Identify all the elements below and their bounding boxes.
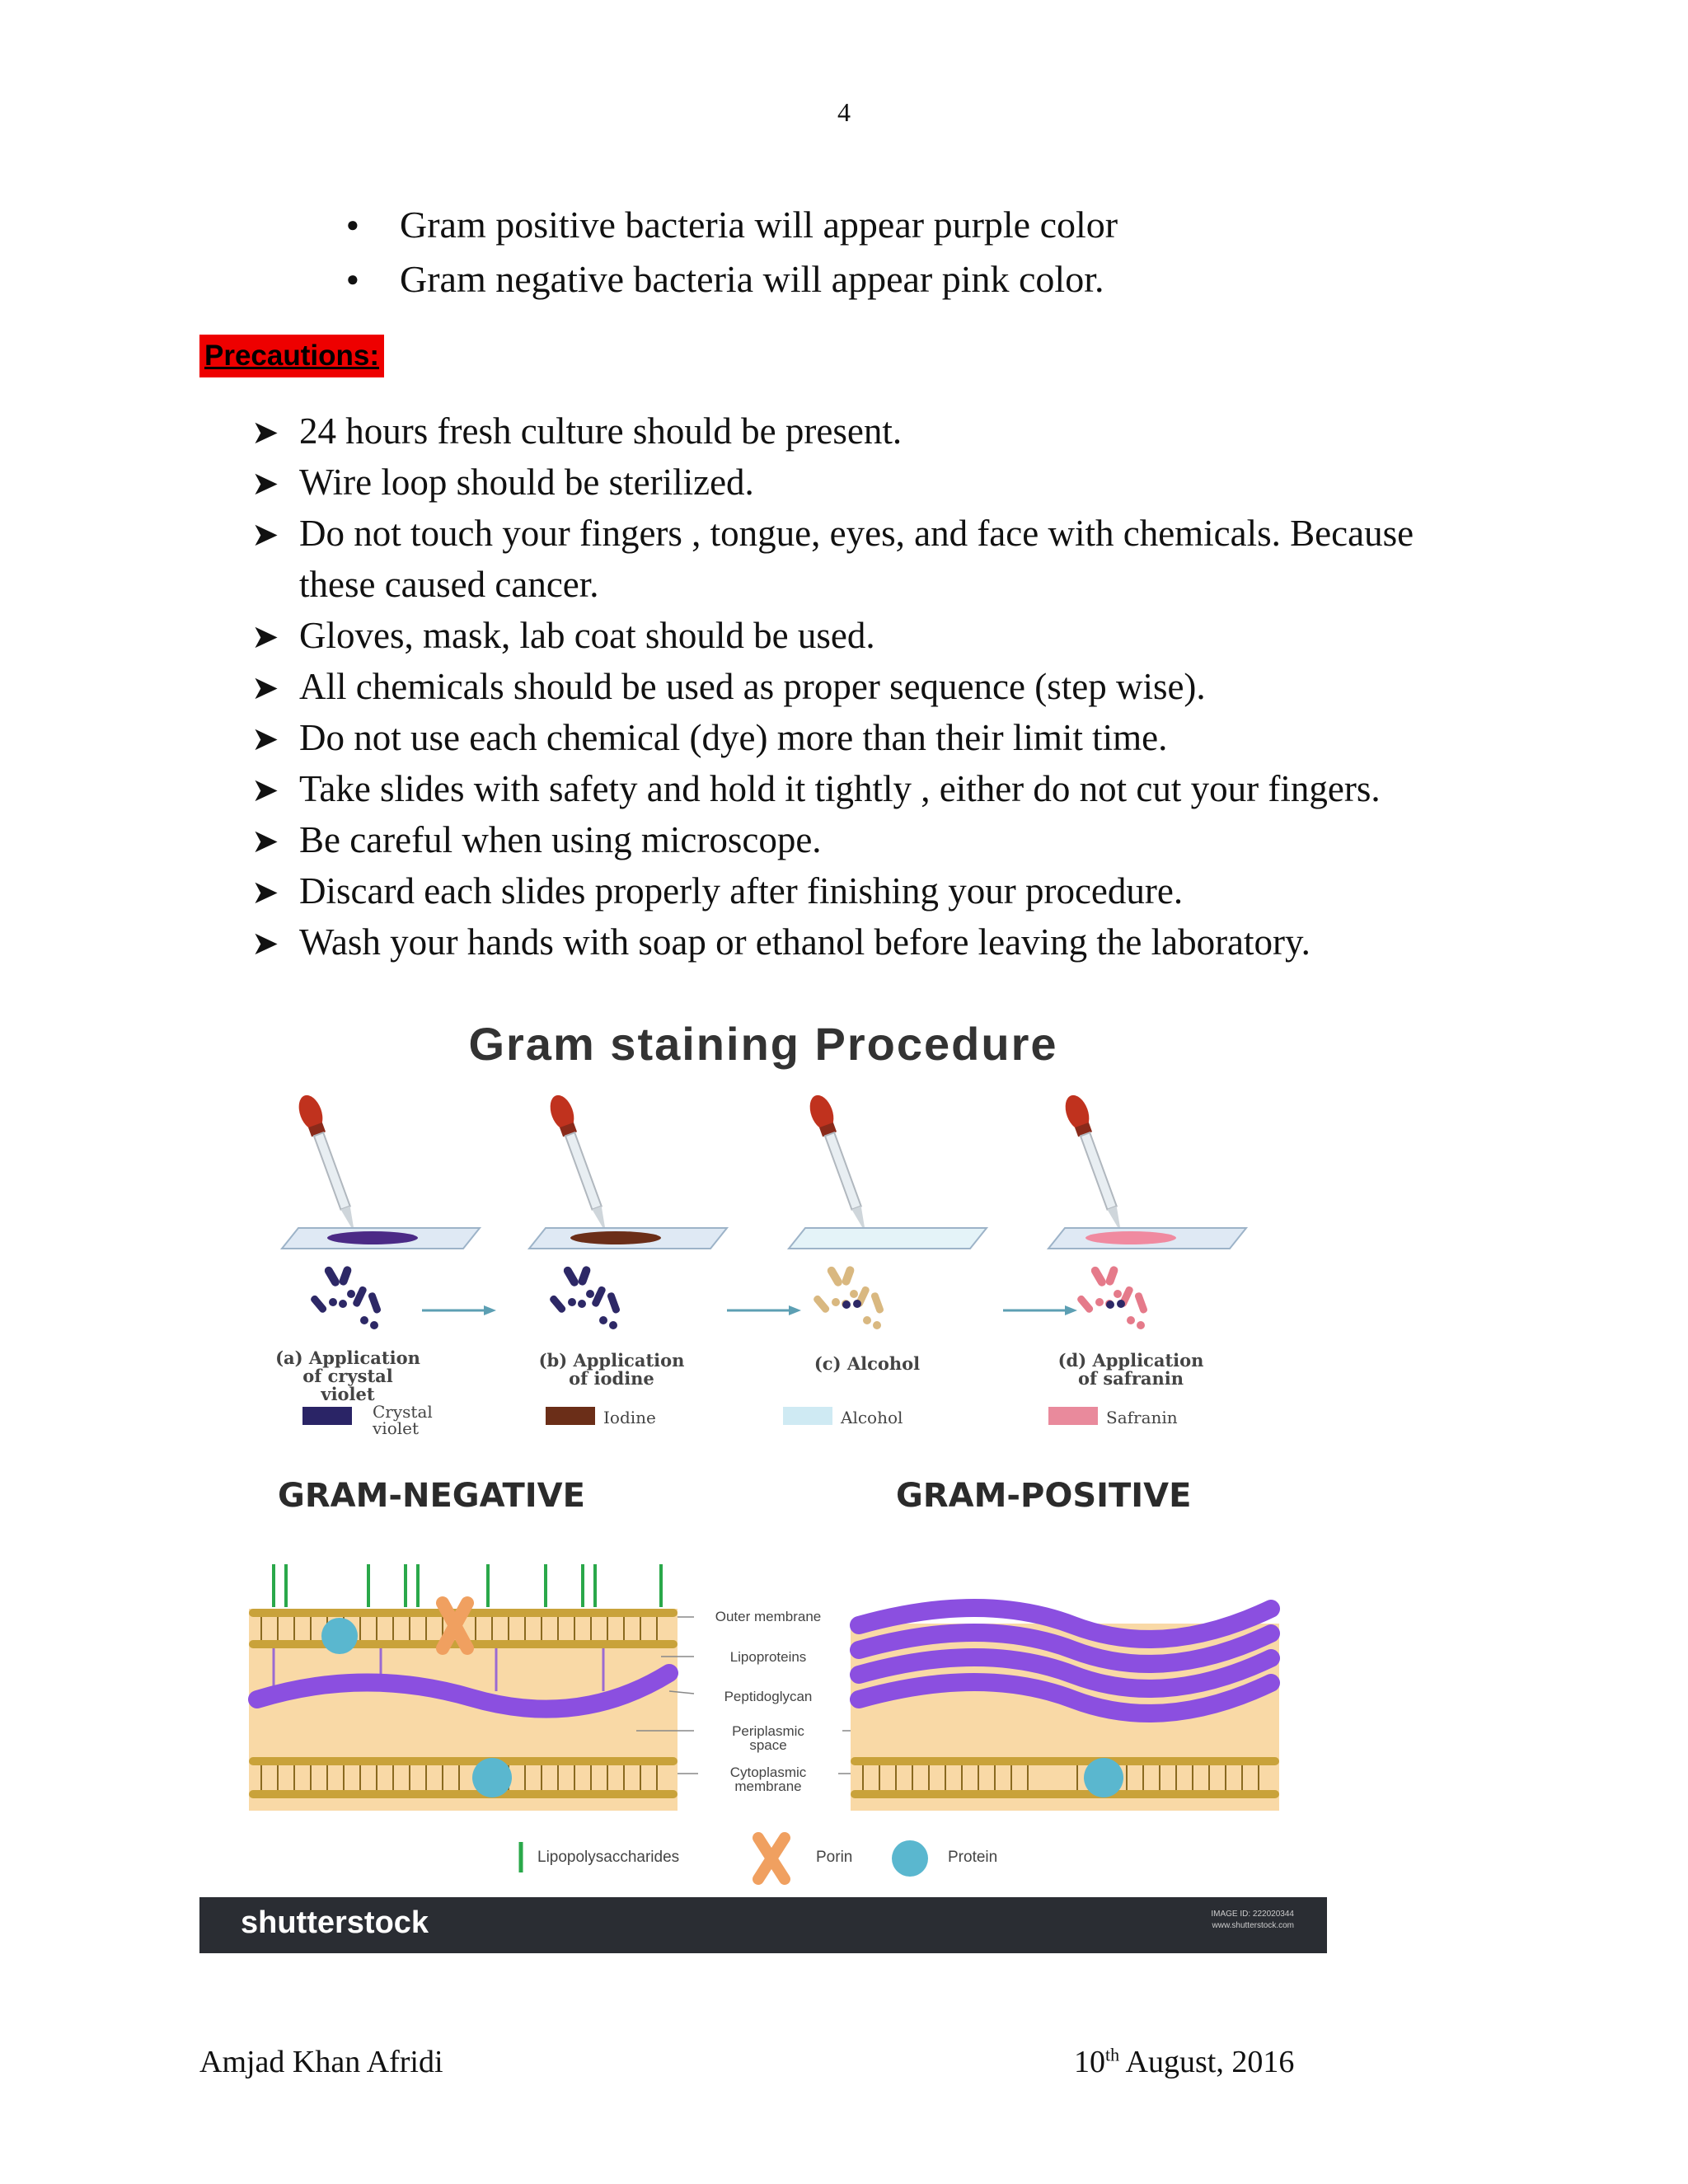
cytoplasmic-membrane-label: Cytoplasmic membrane — [729, 1765, 807, 1794]
legend-crystal-violet: Crystal violet — [373, 1402, 433, 1438]
figure-illustration — [199, 997, 1327, 1897]
arrow-bullet-icon: ➤ — [251, 618, 279, 655]
precaution-text: All chemicals should be used as proper sequence (step wise). — [299, 666, 1206, 707]
list-item — [251, 661, 1488, 712]
gram-negative-heading: GRAM-NEGATIVE — [278, 1477, 585, 1515]
lipoproteins-label: Lipoproteins — [729, 1649, 807, 1665]
watermark-bar — [199, 1897, 1327, 1953]
step-safranin — [1048, 1092, 1246, 1329]
arrow-bullet-icon: ➤ — [251, 516, 279, 553]
list-item: ● Gram positive bacteria will appear purple color — [346, 198, 1118, 252]
legend-safranin: Safranin — [1106, 1408, 1178, 1427]
arrow-bullet-icon: ➤ — [251, 669, 279, 706]
precaution-text: Do not use each chemical (dye) more than their limit time. — [299, 717, 1168, 758]
step-a-label: (a) Application of crystal violet — [275, 1347, 420, 1404]
step-c-label: (c) Alcohol — [814, 1353, 921, 1374]
porin-legend-label: Porin — [816, 1849, 853, 1866]
step-d-label: (d) Application of safranin — [1057, 1350, 1204, 1389]
list-item — [251, 405, 1488, 457]
list-item — [251, 865, 1488, 916]
step-crystal-violet — [282, 1092, 496, 1329]
peptidoglycan-label: Peptidoglycan — [724, 1689, 813, 1704]
precaution-text: Be careful when using microscope. — [299, 819, 822, 860]
image-id: IMAGE ID: 222020344 www.shutterstock.com — [1211, 1910, 1294, 1930]
step-b-label: (b) Application of iodine — [538, 1350, 685, 1389]
precautions-list — [251, 405, 1488, 968]
arrow-bullet-icon: ➤ — [251, 771, 279, 808]
list-item — [251, 814, 1488, 865]
figure-title: Gram staining Procedure — [468, 1018, 1058, 1070]
protein-icon — [892, 1840, 928, 1877]
gram-negative-membrane — [249, 1564, 678, 1811]
page-number: 4 — [837, 97, 851, 127]
precaution-text: Discard each slides properly after finishing your procedure. — [299, 870, 1184, 912]
swatch-iodine — [546, 1407, 595, 1425]
gram-positive-membrane — [851, 1608, 1279, 1811]
precaution-text: Gloves, mask, lab coat should be used. — [299, 615, 875, 656]
legend-alcohol: Alcohol — [841, 1408, 903, 1427]
swatch-crystal-violet — [302, 1407, 352, 1425]
arrow-bullet-icon: ➤ — [251, 465, 279, 502]
list-item — [251, 457, 1488, 508]
list-item — [251, 610, 1488, 661]
precaution-text: Wire loop should be sterilized. — [299, 462, 754, 503]
precautions-heading: Precautions: — [199, 335, 384, 377]
precaution-text: 24 hours fresh culture should be present. — [299, 410, 903, 452]
list-item: ● Gram negative bacteria will appear pink color. — [346, 252, 1118, 307]
arrow-bullet-icon: ➤ — [251, 720, 279, 757]
gram-positive-heading: GRAM-POSITIVE — [896, 1477, 1192, 1515]
step-alcohol — [789, 1092, 1077, 1329]
brand-logo: shutterstock — [241, 1905, 429, 1940]
arrow-bullet-icon: ➤ — [251, 823, 279, 860]
protein-legend-label: Protein — [948, 1849, 998, 1866]
legend-iodine: Iodine — [603, 1408, 656, 1427]
swatch-safranin — [1048, 1407, 1098, 1425]
periplasmic-space-label: Periplasmic space — [732, 1723, 804, 1753]
footer-date: 10th August, 2016 — [1074, 2044, 1295, 2079]
list-item — [251, 508, 1488, 610]
list-item — [251, 916, 1488, 968]
list-item — [251, 712, 1488, 763]
precaution-text: Wash your hands with soap or ethanol before leaving the laboratory. — [299, 921, 1311, 963]
porin-icon — [758, 1838, 785, 1879]
results-list — [346, 198, 1118, 307]
swatch-alcohol — [783, 1407, 832, 1425]
arrow-bullet-icon: ➤ — [251, 925, 279, 962]
lps-legend-label: Lipopolysaccharides — [537, 1849, 680, 1866]
list-item — [251, 763, 1488, 814]
outer-membrane-label: Outer membrane — [715, 1609, 822, 1624]
footer-author: Amjad Khan Afridi — [199, 2045, 443, 2079]
step-iodine — [529, 1092, 801, 1329]
gram-staining-figure — [199, 997, 1327, 1953]
precaution-text: Take slides with safety and hold it tightly , either do not cut your fingers. — [299, 768, 1381, 809]
precaution-text: Do not touch your fingers , tongue, eyes, and face with chemicals. Because these caused cancer. — [299, 513, 1414, 605]
arrow-bullet-icon: ➤ — [251, 414, 279, 451]
arrow-bullet-icon: ➤ — [251, 874, 279, 911]
